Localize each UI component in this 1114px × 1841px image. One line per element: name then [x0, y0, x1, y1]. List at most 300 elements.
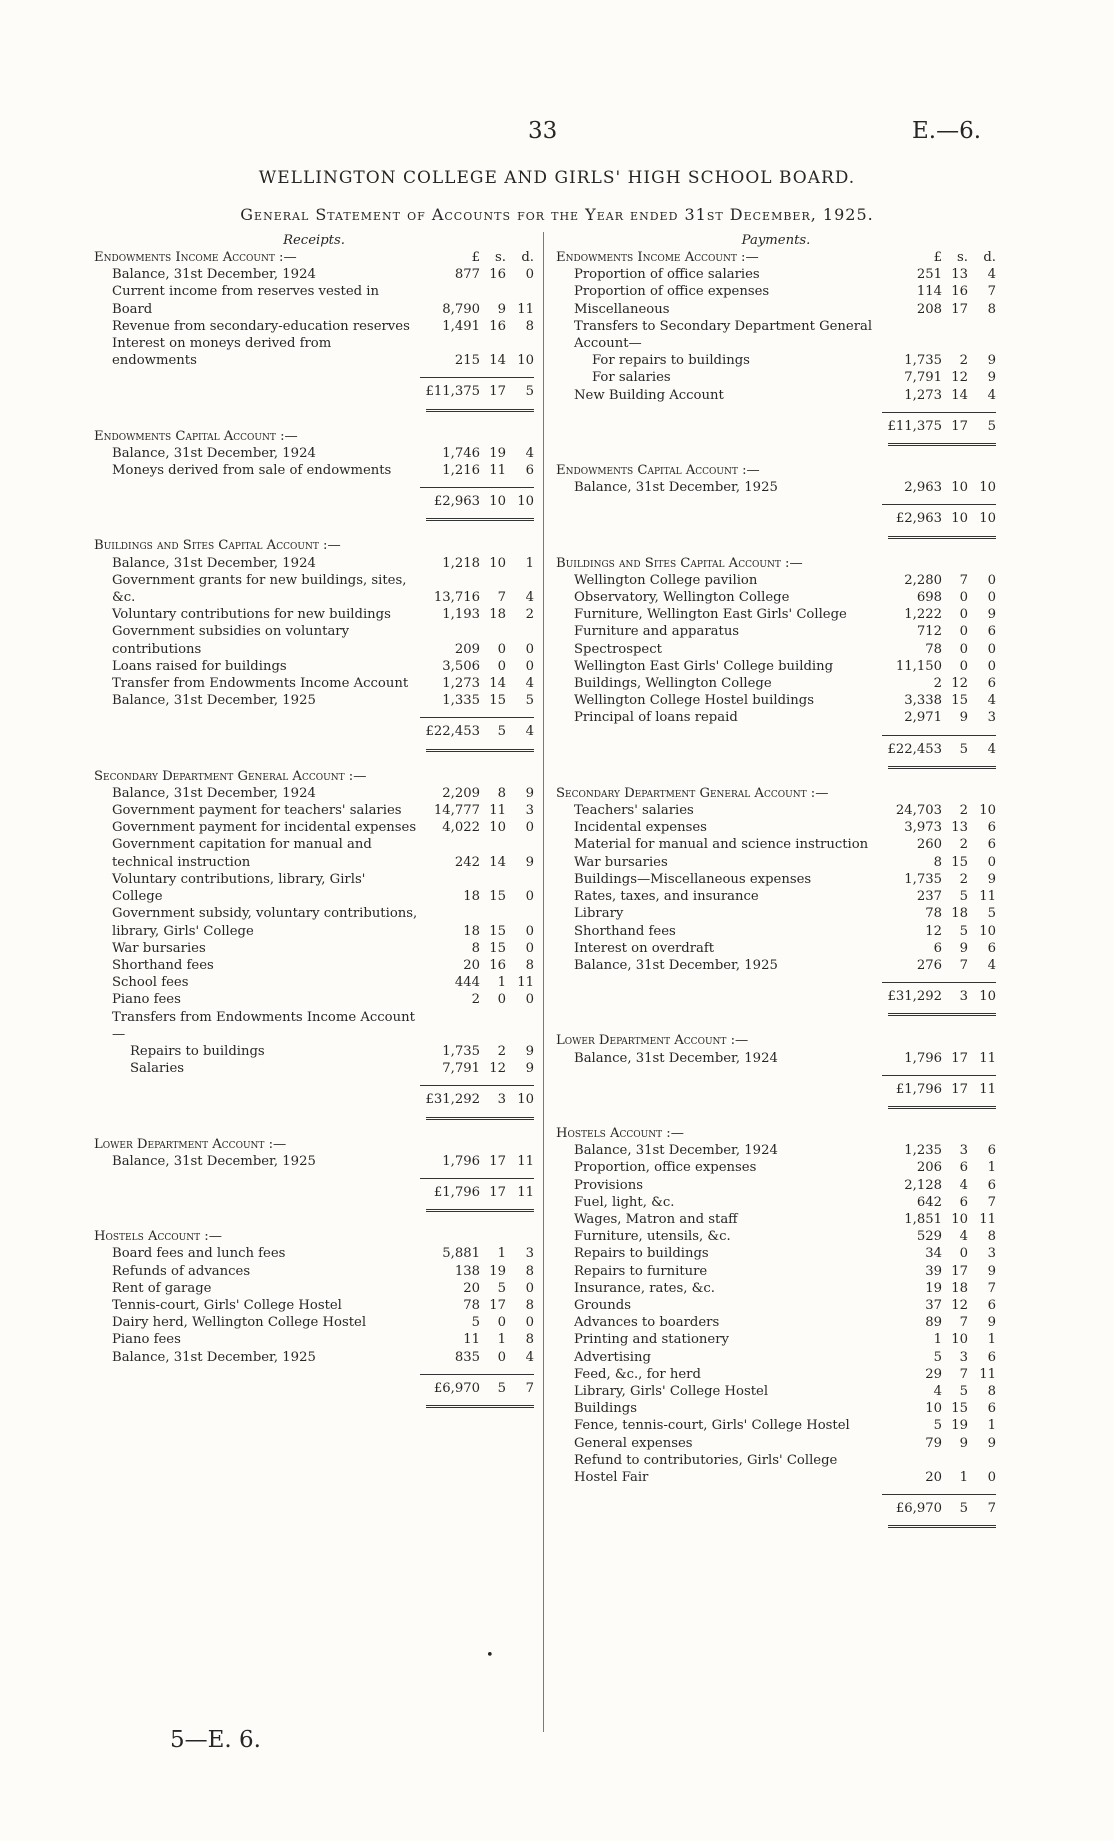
- amount-shillings: 10: [951, 480, 968, 496]
- amount: [882, 1314, 996, 1331]
- ledger-item: Shorthand fees: [574, 923, 676, 939]
- amount-pence: 9: [525, 1061, 534, 1077]
- amount-pence: 0: [525, 889, 534, 905]
- amount-pence: 8: [525, 1332, 534, 1348]
- amount-pence: 3: [525, 1246, 534, 1262]
- total-rule: [888, 1098, 996, 1109]
- account-heading: Lower Department Account :—: [94, 1136, 287, 1152]
- currency-headers: [882, 249, 996, 266]
- amount-pounds: £1,796: [433, 1184, 480, 1200]
- amount-pounds: 2,209: [442, 785, 480, 801]
- amount-pounds: £11,375: [425, 384, 480, 400]
- amount-pence: 9: [987, 607, 996, 623]
- document-subtitle: General Statement of Accounts for the Year ended 31st December, 1925.: [240, 205, 874, 224]
- amount-shillings: 14: [951, 387, 968, 403]
- ledger-item: Balance, 31st December, 1924: [112, 445, 316, 461]
- amount-pounds: 78: [925, 906, 942, 922]
- amount: [882, 923, 996, 940]
- amount: [882, 1280, 996, 1297]
- amount-shillings: 17: [951, 1263, 968, 1279]
- ledger-row: [94, 905, 534, 939]
- amount-shillings: 10: [489, 494, 506, 510]
- ledger-row: [556, 923, 996, 940]
- ledger-item: Board fees and lunch fees: [112, 1246, 286, 1262]
- ledger-row: [556, 318, 996, 352]
- amount: [882, 675, 996, 692]
- amount-shillings: 19: [489, 1263, 506, 1279]
- amount-shillings: 2: [959, 803, 968, 819]
- column-divider: [543, 232, 544, 1732]
- amount-pence: 7: [525, 1380, 534, 1396]
- amount-pence: 3: [987, 710, 996, 726]
- ledger-row: [556, 283, 996, 300]
- ledger-item: Material for manual and science instruction: [574, 837, 869, 853]
- amount: [420, 717, 534, 740]
- amount-shillings: 3: [959, 989, 968, 1005]
- amount-shillings: 5: [959, 889, 968, 905]
- amount-shillings: 12: [951, 370, 968, 386]
- document-title: WELLINGTON COLLEGE AND GIRLS' HIGH SCHOOL BOARD.: [258, 168, 856, 188]
- amount-pence: 1: [987, 1160, 996, 1176]
- amount-pounds: 251: [916, 267, 942, 283]
- ledger-item: Government subsidy, voluntary contributions, library, Girls' College: [112, 906, 418, 939]
- amount-pence: 6: [987, 676, 996, 692]
- ledger-item: War bursaries: [112, 940, 206, 956]
- amount-pounds: 8: [471, 940, 480, 956]
- ledger-row: [556, 1417, 996, 1434]
- amount-pounds: 11: [463, 1332, 480, 1348]
- amount-pounds: 7,791: [904, 370, 942, 386]
- ledger-row: [94, 1043, 534, 1060]
- amount-pence: 10: [979, 480, 996, 496]
- ledger-row: [94, 266, 534, 283]
- amount: [882, 957, 996, 974]
- pence-header: d.: [521, 250, 534, 265]
- amount-shillings: 3: [959, 1143, 968, 1159]
- total-rule: [888, 1005, 996, 1016]
- account-heading: Hostels Account :—: [556, 1125, 684, 1141]
- pound-header: £: [471, 250, 480, 265]
- amount-shillings: 18: [951, 906, 968, 922]
- amount-pence: 8: [525, 957, 534, 973]
- amount-pence: 6: [987, 1401, 996, 1417]
- ledger-row: [94, 318, 534, 335]
- amount-pounds: 18: [463, 889, 480, 905]
- amount: [882, 1366, 996, 1383]
- amount-pounds: 18: [463, 923, 480, 939]
- amount-pence: 9: [525, 854, 534, 870]
- total-rule: [426, 1397, 534, 1408]
- amount-shillings: 12: [489, 1061, 506, 1077]
- ledger-row: [556, 301, 996, 318]
- amount-shillings: 15: [951, 1401, 968, 1417]
- account-heading-row: [94, 537, 534, 554]
- amount-pounds: 1: [933, 1332, 942, 1348]
- amount-pence: 10: [517, 1092, 534, 1108]
- amount-pence: 4: [525, 445, 534, 461]
- ledger-item: For repairs to buildings: [592, 353, 750, 369]
- amount: [882, 1383, 996, 1400]
- ledger-item: Balance, 31st December, 1925: [574, 480, 778, 496]
- ledger-row: [556, 479, 996, 496]
- ledger-row: [94, 623, 534, 657]
- amount-pence: 6: [987, 940, 996, 956]
- ledger-row: [556, 1314, 996, 1331]
- total-rule: [426, 401, 534, 412]
- ledger-row: [94, 957, 534, 974]
- ledger-row: [556, 589, 996, 606]
- account-heading-row: [94, 768, 534, 785]
- ledger-row: [94, 675, 534, 692]
- receipts-heading: Receipts.: [283, 233, 345, 248]
- amount: [420, 1178, 534, 1201]
- amount: [882, 623, 996, 640]
- amount-pounds: 14,777: [433, 803, 480, 819]
- ledger-row: [94, 1060, 534, 1077]
- amount-pence: 5: [525, 384, 534, 400]
- amount-pence: 8: [987, 1383, 996, 1399]
- amount: [882, 1142, 996, 1159]
- amount-pence: 5: [525, 693, 534, 709]
- ledger-item: Proportion, office expenses: [574, 1160, 757, 1176]
- amount: [420, 1153, 534, 1170]
- amount-pence: 4: [525, 590, 534, 606]
- amount-pounds: 1,796: [904, 1050, 942, 1066]
- amount: [882, 1469, 996, 1486]
- amount-pence: 10: [979, 803, 996, 819]
- ledger-row: [556, 1211, 996, 1228]
- amount-pounds: 242: [454, 854, 480, 870]
- amount-shillings: 11: [489, 803, 506, 819]
- ledger-item: Incidental expenses: [574, 820, 707, 836]
- ledger-row: [556, 387, 996, 404]
- amount-pounds: 642: [916, 1194, 942, 1210]
- amount-shillings: 13: [951, 267, 968, 283]
- amount-pounds: 20: [463, 957, 480, 973]
- amount-shillings: 14: [489, 353, 506, 369]
- amount-pence: 6: [987, 837, 996, 853]
- total-rule: [426, 741, 534, 752]
- account-heading: Endowments Income Account :—: [556, 250, 759, 265]
- amount: [882, 836, 996, 853]
- amount: [420, 957, 534, 974]
- amount-shillings: 0: [959, 607, 968, 623]
- amount: [882, 1075, 996, 1098]
- ledger-item: Furniture and apparatus: [574, 624, 740, 640]
- ledger-row: [556, 1142, 996, 1159]
- amount-pounds: 8,790: [442, 301, 480, 317]
- amount-pounds: 8: [933, 854, 942, 870]
- amount: [420, 675, 534, 692]
- amount-pence: 8: [987, 301, 996, 317]
- ledger-item: Shorthand fees: [112, 957, 214, 973]
- amount-pounds: 79: [925, 1435, 942, 1451]
- amount-pence: 7: [987, 1501, 996, 1517]
- ledger-row: [556, 871, 996, 888]
- shilling-header: s.: [495, 250, 506, 265]
- amount: [882, 888, 996, 905]
- ledger-item: Refunds of advances: [112, 1263, 251, 1279]
- ledger-item: Voluntary contributions for new buildings: [112, 607, 391, 623]
- amount: [420, 785, 534, 802]
- amount: [882, 589, 996, 606]
- amount-pence: 10: [979, 511, 996, 527]
- ledger-item: Balance, 31st December, 1924: [112, 785, 316, 801]
- ledger-item: Fence, tennis-court, Girls' College Hostel: [574, 1418, 850, 1434]
- ledger-item: For salaries: [592, 370, 671, 386]
- amount-pence: 9: [987, 1435, 996, 1451]
- ledger-row: [556, 692, 996, 709]
- amount-shillings: 10: [951, 511, 968, 527]
- ledger-item: Piano fees: [112, 1332, 181, 1348]
- amount-pence: 1: [987, 1418, 996, 1434]
- amount: [420, 888, 534, 905]
- ledger-row: [94, 1263, 534, 1280]
- amount: [420, 641, 534, 658]
- amount-pence: 8: [987, 1229, 996, 1245]
- ledger-row: [94, 785, 534, 802]
- ledger-row: [94, 1153, 534, 1170]
- ledger-item: Repairs to buildings: [574, 1246, 709, 1262]
- amount-pence: 11: [979, 1050, 996, 1066]
- ledger-item: General expenses: [574, 1435, 693, 1451]
- account-heading: Secondary Department General Account :—: [556, 785, 829, 801]
- amount-pence: 11: [517, 301, 534, 317]
- amount-shillings: 1: [959, 1469, 968, 1485]
- shilling-header: s.: [957, 250, 968, 265]
- amount-pounds: 1,746: [442, 445, 480, 461]
- payments-body: [556, 249, 996, 1528]
- ledger-row: [556, 1366, 996, 1383]
- amount-shillings: 12: [951, 676, 968, 692]
- amount-shillings: 0: [959, 641, 968, 657]
- ledger-row: [94, 991, 534, 1008]
- amount-shillings: 17: [489, 1184, 506, 1200]
- account-total-row: [94, 717, 534, 740]
- amount-pounds: 1,235: [904, 1143, 942, 1159]
- amount-pounds: 1,273: [442, 676, 480, 692]
- amount-shillings: 9: [959, 710, 968, 726]
- amount-pounds: 37: [925, 1297, 942, 1313]
- ledger-row: [94, 802, 534, 819]
- account-total-row: [556, 1494, 996, 1517]
- amount-shillings: 15: [489, 889, 506, 905]
- amount-pounds: 114: [916, 284, 942, 300]
- amount: [420, 1314, 534, 1331]
- ledger-row: [556, 1452, 996, 1486]
- amount: [882, 1194, 996, 1211]
- amount-shillings: 9: [959, 940, 968, 956]
- amount: [882, 802, 996, 819]
- amount-shillings: 0: [497, 1349, 506, 1365]
- total-rule: [426, 1109, 534, 1120]
- amount-pounds: 5: [933, 1418, 942, 1434]
- amount-pounds: 2: [471, 992, 480, 1008]
- receipts-column: [94, 232, 534, 1424]
- account-heading: Endowments Capital Account :—: [94, 428, 298, 444]
- amount-shillings: 11: [489, 463, 506, 479]
- ledger-item: Current income from reserves vested in Board: [112, 284, 380, 317]
- amount: [420, 1085, 534, 1108]
- amount-pence: 0: [987, 1469, 996, 1485]
- ledger-row: [556, 658, 996, 675]
- amount-pounds: 24,703: [895, 803, 942, 819]
- amount-shillings: 0: [959, 624, 968, 640]
- amount-shillings: 0: [497, 658, 506, 674]
- ledger-item: Provisions: [574, 1177, 643, 1193]
- account-heading-row: [556, 249, 996, 266]
- amount-pence: 8: [525, 318, 534, 334]
- amount-shillings: 0: [497, 992, 506, 1008]
- amount-pence: 0: [525, 1280, 534, 1296]
- amount: [420, 606, 534, 623]
- amount-shillings: 15: [951, 693, 968, 709]
- amount: [882, 1400, 996, 1417]
- amount-pence: 6: [987, 624, 996, 640]
- amount-shillings: 1: [497, 1246, 506, 1262]
- amount-pounds: £22,453: [425, 724, 480, 740]
- amount: [420, 854, 534, 871]
- account-heading: Secondary Department General Account :—: [94, 768, 367, 784]
- ledger-item: Transfer from Endowments Income Account: [112, 676, 409, 692]
- amount-shillings: 2: [959, 871, 968, 887]
- amount: [882, 1263, 996, 1280]
- amount-shillings: 14: [489, 676, 506, 692]
- amount-pence: 0: [987, 641, 996, 657]
- ledger-item: War bursaries: [574, 854, 668, 870]
- amount: [420, 1374, 534, 1397]
- ledger-item: Repairs to buildings: [130, 1043, 265, 1059]
- ledger-item: Balance, 31st December, 1925: [112, 1153, 316, 1169]
- ledger-row: [94, 1280, 534, 1297]
- ledger-item: Wellington College Hostel buildings: [574, 693, 814, 709]
- ledger-row: [556, 641, 996, 658]
- ledger-item: Balance, 31st December, 1925: [574, 957, 778, 973]
- account-total-row: [556, 735, 996, 758]
- amount-pounds: £2,963: [895, 511, 942, 527]
- amount-pounds: 1,218: [442, 555, 480, 571]
- total-rule: [888, 435, 996, 446]
- amount-pounds: 529: [916, 1229, 942, 1245]
- ledger-item: Furniture, Wellington East Girls' College: [574, 607, 847, 623]
- amount: [420, 1245, 534, 1262]
- ledger-item: New Building Account: [574, 387, 724, 403]
- amount-pence: 7: [987, 1194, 996, 1210]
- amount-shillings: 18: [951, 1280, 968, 1296]
- ledger-row: [556, 709, 996, 726]
- amount-shillings: 5: [497, 1280, 506, 1296]
- ledger-item: Miscellaneous: [574, 301, 670, 317]
- receipts-body: [94, 249, 534, 1408]
- amount-pence: 4: [525, 1349, 534, 1365]
- amount-pounds: 1,735: [904, 353, 942, 369]
- amount-pence: 9: [987, 1263, 996, 1279]
- document-reference: E.—6.: [912, 118, 982, 144]
- amount-pence: 3: [987, 1246, 996, 1262]
- amount-pounds: £31,292: [425, 1092, 480, 1108]
- ledger-item: Government payment for incidental expenses: [112, 820, 417, 836]
- amount-pence: 10: [517, 353, 534, 369]
- amount-pence: 0: [525, 267, 534, 283]
- amount: [882, 1494, 996, 1517]
- amount-pounds: 6: [933, 940, 942, 956]
- ledger-row: [94, 1245, 534, 1262]
- account-heading-row: [556, 1032, 996, 1049]
- ledger-item: Balance, 31st December, 1925: [112, 693, 316, 709]
- amount-pence: 8: [525, 1263, 534, 1279]
- ledger-row: [556, 675, 996, 692]
- ledger-item: Interest on overdraft: [574, 940, 715, 956]
- amount-shillings: 7: [497, 590, 506, 606]
- amount-shillings: 19: [489, 445, 506, 461]
- amount: [882, 1297, 996, 1314]
- amount-pounds: 5: [471, 1315, 480, 1331]
- ledger-row: [556, 957, 996, 974]
- amount-pounds: 698: [916, 590, 942, 606]
- amount-shillings: 0: [959, 590, 968, 606]
- ledger-row: [94, 871, 534, 905]
- amount: [420, 377, 534, 400]
- amount-pence: 9: [525, 1043, 534, 1059]
- amount-pence: 4: [987, 267, 996, 283]
- amount-pounds: 5,881: [442, 1246, 480, 1262]
- amount-pounds: 34: [925, 1246, 942, 1262]
- amount: [420, 1349, 534, 1366]
- amount-pounds: 78: [463, 1297, 480, 1313]
- amount-pounds: £11,375: [887, 418, 942, 434]
- ledger-row: [556, 836, 996, 853]
- ledger-item: Transfers to Secondary Department General Account—: [574, 318, 873, 352]
- amount-pounds: 1,335: [442, 693, 480, 709]
- amount-pence: 0: [987, 658, 996, 674]
- amount-pounds: 12: [925, 923, 942, 939]
- ledger-item: Dairy herd, Wellington College Hostel: [112, 1315, 367, 1331]
- amount-pounds: £31,292: [887, 989, 942, 1005]
- amount-pounds: £6,970: [433, 1380, 480, 1396]
- amount-pounds: 444: [454, 975, 480, 991]
- total-rule: [888, 528, 996, 539]
- amount-pounds: 10: [925, 1401, 942, 1417]
- amount-shillings: 1: [497, 1332, 506, 1348]
- ledger-item: Government capitation for manual and technical instruction: [112, 837, 372, 870]
- amount-shillings: 14: [489, 854, 506, 870]
- ledger-row: [94, 1009, 534, 1043]
- amount-shillings: 4: [959, 1177, 968, 1193]
- amount-pence: 11: [979, 1366, 996, 1382]
- amount-shillings: 0: [959, 658, 968, 674]
- ledger-item: Loans raised for buildings: [112, 658, 287, 674]
- amount-shillings: 7: [959, 1366, 968, 1382]
- amount-pence: 6: [987, 820, 996, 836]
- ledger-row: [556, 1435, 996, 1452]
- ledger-item: Advertising: [574, 1349, 651, 1365]
- amount-pounds: 2,280: [904, 572, 942, 588]
- amount-shillings: 10: [951, 1211, 968, 1227]
- amount: [882, 1331, 996, 1348]
- amount-pence: 3: [525, 803, 534, 819]
- ledger-item: Fuel, light, &c.: [574, 1194, 675, 1210]
- amount-pence: 4: [525, 724, 534, 740]
- ledger-row: [556, 1297, 996, 1314]
- amount-pence: 0: [525, 641, 534, 657]
- amount: [420, 940, 534, 957]
- amount-shillings: 3: [959, 1349, 968, 1365]
- ledger-row: [556, 1383, 996, 1400]
- account-heading: Buildings and Sites Capital Account :—: [556, 555, 803, 571]
- amount-pounds: 39: [925, 1263, 942, 1279]
- ledger-row: [556, 1177, 996, 1194]
- amount-pence: 4: [987, 957, 996, 973]
